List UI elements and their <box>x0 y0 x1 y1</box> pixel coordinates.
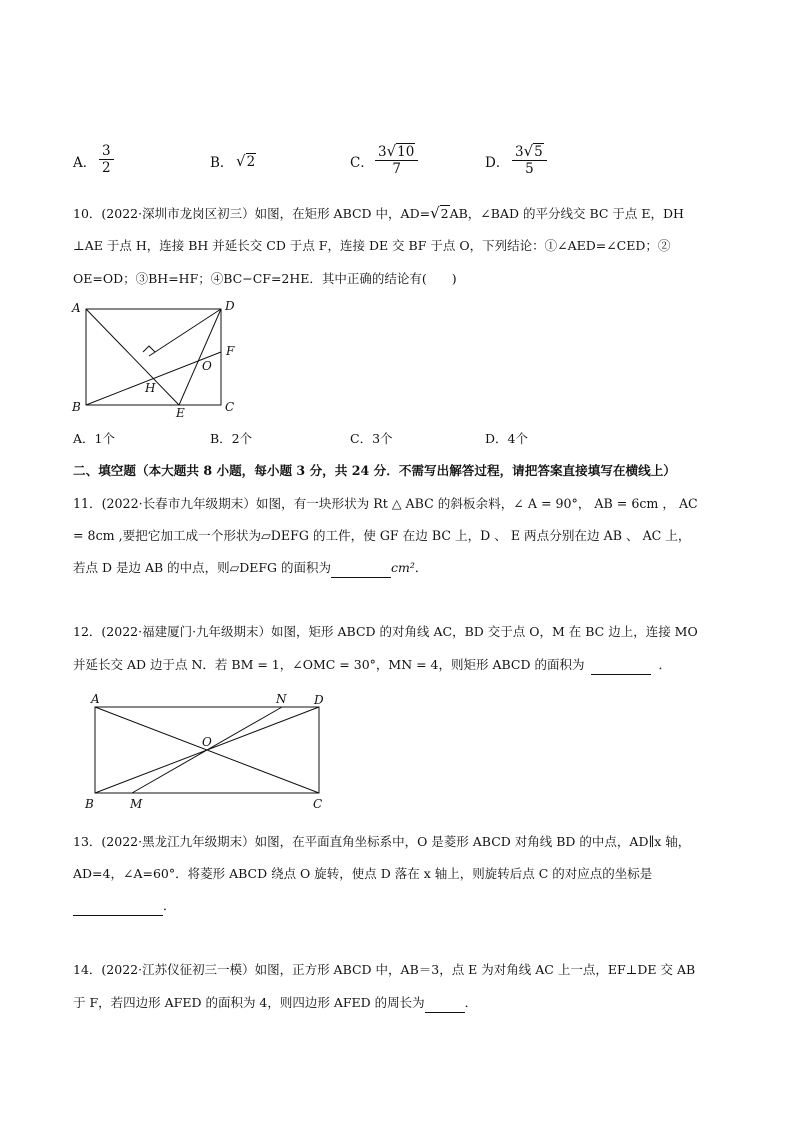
q14-line2: 于 F，若四边形 AFED 的面积为 4，则四边形 AFED 的周长为 ． <box>73 993 477 1013</box>
q12-segment-mn <box>132 707 282 793</box>
q10-label-d: D <box>225 299 235 313</box>
q9-option-b-label: B． <box>210 155 234 171</box>
q9-option-d-label: D． <box>485 155 510 171</box>
q14-answer-blank[interactable] <box>425 998 465 1013</box>
q9-a-num: 3 <box>99 143 114 160</box>
q9-option-c-fraction <box>375 143 418 177</box>
q10-line3: OE=OD；③BH=HF；④BC−CF=2HE．其中正确的结论有( ) <box>73 271 457 286</box>
q10-right-angle-mark <box>143 346 155 352</box>
q10-line2: ⊥AE 于点 H，连接 BH 并延长交 CD 于点 F，连接 DE 交 BF 于点 O，下列结论：①∠AED=∠CED；② <box>73 238 671 253</box>
q12-label-n: N <box>276 692 287 706</box>
q13-answer-blank[interactable] <box>73 901 163 916</box>
q12-label-b: B <box>85 797 94 811</box>
q10-label-f: F <box>226 344 235 358</box>
q9-c-num: 3√10 <box>375 143 418 161</box>
q10-label-e: E <box>176 406 185 420</box>
q11-answer-blank[interactable] <box>331 563 391 578</box>
q10-label-b: B <box>72 400 81 414</box>
q10-segment-ae <box>86 309 179 405</box>
q10-label-a: A <box>72 301 81 315</box>
q12-label-a: A <box>91 692 100 706</box>
q12-label-d: D <box>314 693 324 707</box>
q9-c-den: 7 <box>392 161 401 177</box>
q10-label-o: O <box>202 359 212 373</box>
q10-option-c: C．3个 <box>350 431 393 446</box>
q12-line1: 12．(2022·福建厦门·九年级期末）如图，矩形 ABCD 的对角线 AC，BD 交于点 O，M 在 BC 边上，连接 MO <box>73 624 698 639</box>
q9-option-a-fraction <box>99 143 114 176</box>
q12-line2: 并延长交 AD 边于点 N．若 BM = 1，∠OMC = 30°，MN = 4，则矩形 ABCD 的面积为 ． <box>73 655 671 675</box>
q13-line3: ． <box>73 896 176 916</box>
q10-line1: 10．(2022·深圳市龙岗区初三）如图，在矩形 ABCD 中，AD=√2AB，∠BAD 的平分线交 BC 于点 E，DH <box>73 204 684 222</box>
q10-option-a: A．1个 <box>73 431 115 446</box>
q10-option-b: B．2个 <box>210 431 253 446</box>
q12-answer-blank[interactable] <box>591 660 651 675</box>
section-heading: 二、填空题（本大题共 8 小题，每小题 3 分，共 24 分．不需写出解答过程，请把答案直接填写在横线上） <box>73 463 676 478</box>
q12-figure <box>80 690 340 814</box>
q11-line2: = 8cm ,要把它加工成一个形状为▱DEFG 的工件，使 GF 在边 BC 上，D 、 E 两点分别在边 AB 、 AC 上， <box>73 528 691 543</box>
q10-label-h: H <box>145 381 156 395</box>
q9-option-a-label: A． <box>73 155 97 171</box>
q13-line1: 13．(2022·黑龙江九年级期末）如图，在平面直角坐标系中，O 是菱形 ABCD 对角线 BD 的中点，AD∥x 轴， <box>73 834 691 849</box>
q12-label-o: O <box>202 735 212 749</box>
q11-line1: 11．(2022·长春市九年级期末）如图，有一块形状为 Rt △ ABC 的斜板余料，∠ A = 90°， AB = 6cm ， AC <box>73 496 698 511</box>
q9-a-den: 2 <box>102 160 111 176</box>
q10-figure <box>68 296 248 422</box>
q9-b-rad: 2 <box>246 154 256 170</box>
q10-segment-de <box>179 309 221 405</box>
q13-line2: AD=4，∠A=60°．将菱形 ABCD 绕点 O 旋转，使点 D 落在 x 轴上，则旋转后点 C 的对应点的坐标是 <box>73 866 653 881</box>
q9-d-num: 3√5 <box>512 143 547 161</box>
q12-label-c: C <box>313 797 323 811</box>
q12-label-m: M <box>130 797 143 811</box>
q9-d-den: 5 <box>525 161 534 177</box>
q9-option-d-fraction <box>512 143 547 177</box>
q9-option-b-value: √2 <box>236 152 256 170</box>
q10-option-d: D．4个 <box>485 431 528 446</box>
q9-option-c-label: C． <box>350 155 374 171</box>
q14-line1: 14．(2022·江苏仪征初三一模）如图，正方形 ABCD 中，AB＝3，点 E 为对角线 AC 上一点，EF⊥DE 交 AB <box>73 962 696 977</box>
q10-segment-bf <box>86 352 221 405</box>
q11-line3: 若点 D 是边 AB 的中点，则▱DEFG 的面积为 cm²． <box>73 558 427 578</box>
q10-label-c: C <box>225 400 235 414</box>
